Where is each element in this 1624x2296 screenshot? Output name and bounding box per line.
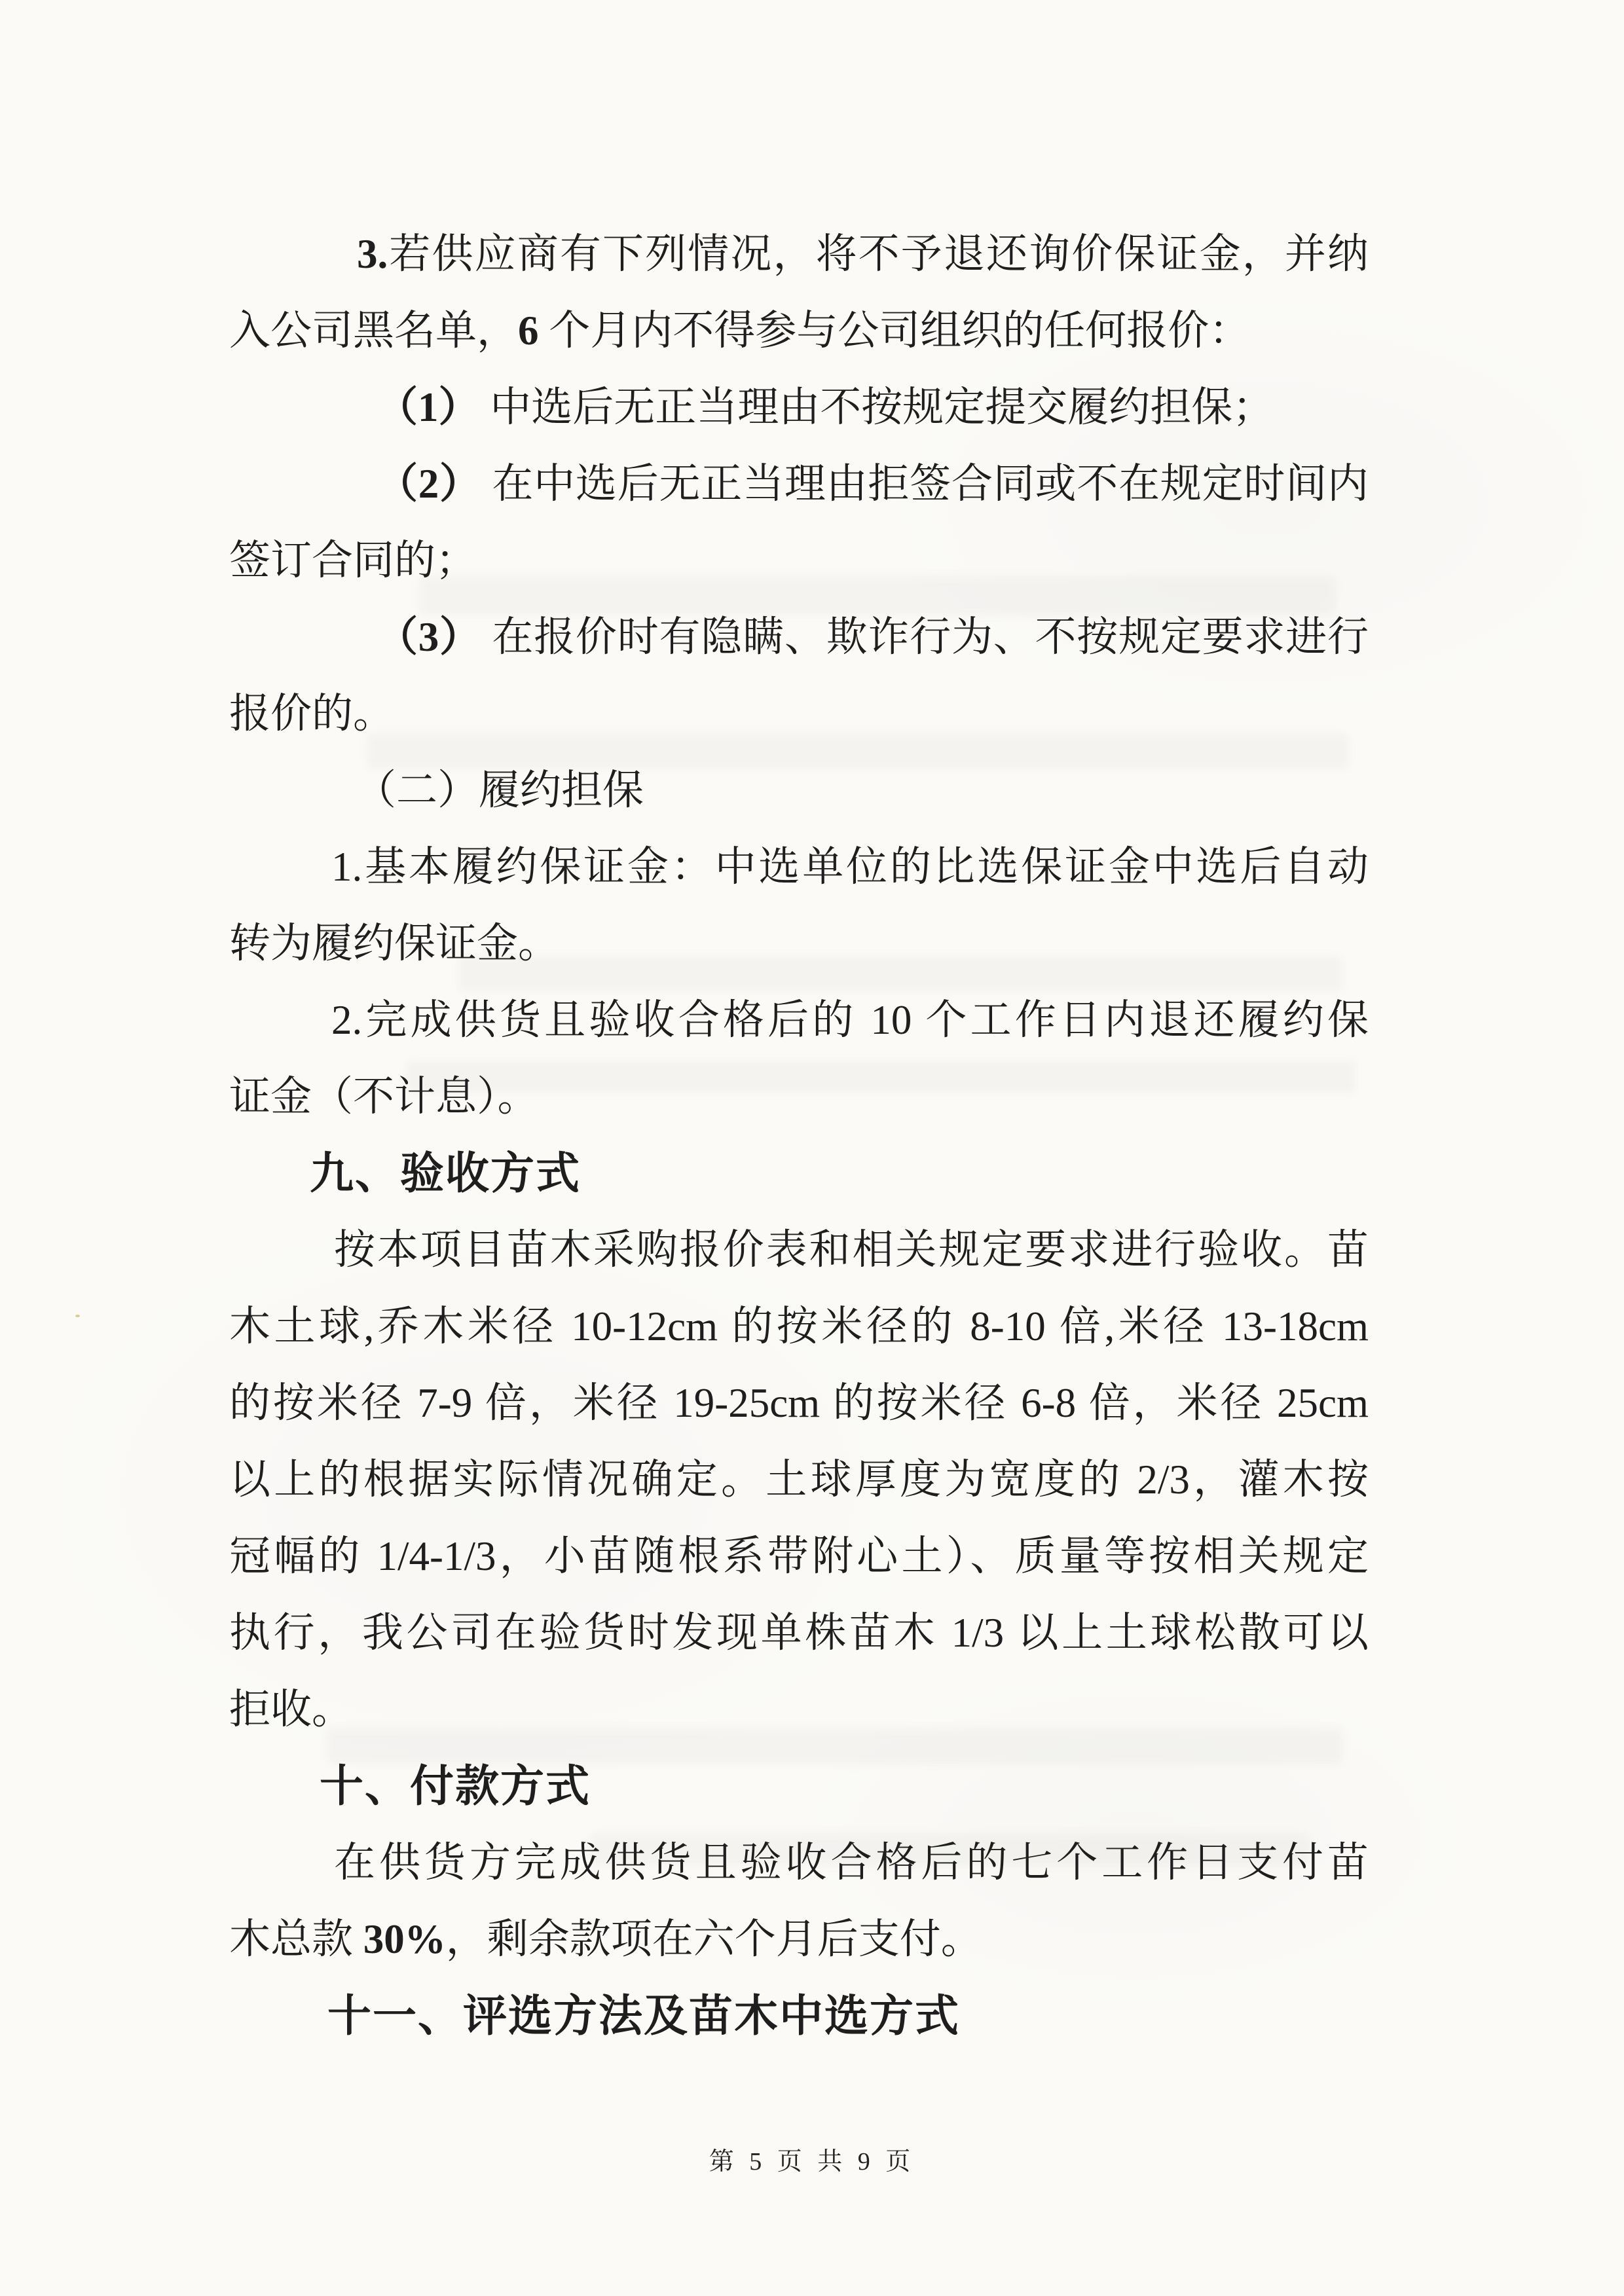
text-segment: 在供货方完成供货且验收合格后的七个工作日支付苗 (334, 1840, 1369, 1886)
text-line (229, 1365, 1369, 1442)
text-segment: 签订合同的； (229, 538, 477, 583)
text-line (229, 446, 1369, 522)
section-heading (229, 1748, 1369, 1825)
text-segment: 转为履约保证金。 (229, 920, 559, 966)
text-segment: 以上的根据实际情况确定。土球厚度为宽度的 2/3，灌木按 (229, 1457, 1369, 1503)
text-line (229, 752, 1369, 829)
text-segment: 30% (363, 1916, 446, 1962)
text-line (229, 829, 1369, 905)
text-segment: （1） (377, 384, 480, 430)
text-segment: 在报价时有隐瞒、欺诈行为、不按规定要求进行 (481, 614, 1369, 660)
text-line (229, 1825, 1369, 1901)
text-segment: 6 (518, 308, 549, 354)
text-line (229, 982, 1369, 1059)
text-segment: （2） (377, 461, 481, 507)
text-line (229, 1901, 1369, 1978)
text-line (229, 522, 1369, 599)
text-segment: 十、付款方式 (320, 1762, 591, 1811)
text-segment: 木总款 (229, 1916, 363, 1962)
page-footer: 第 5 页 共 9 页 (709, 2148, 915, 2176)
text-segment: ，剩余款项在六个月后支付。 (445, 1916, 982, 1962)
text-line (229, 905, 1369, 982)
text-line (229, 1595, 1369, 1671)
document-body (229, 216, 1369, 2054)
text-line (229, 1518, 1369, 1595)
text-line (229, 599, 1369, 676)
section-heading (229, 1978, 1369, 2054)
text-segment: 1.基本履约保证金：中选单位的比选保证金中选后自动 (331, 844, 1369, 890)
text-line (229, 1288, 1369, 1365)
text-segment: （3） (377, 614, 481, 660)
text-line (229, 676, 1369, 752)
text-segment: （二）履约担保 (355, 767, 644, 813)
scan-speck-artifact (75, 1315, 80, 1317)
text-line (229, 369, 1369, 446)
text-segment: 十一、评选方法及苗木中选方式 (327, 1992, 960, 2041)
text-segment: 个月内不得参与公司组织的任何报价： (549, 308, 1251, 354)
text-line (229, 293, 1369, 369)
text-line (229, 1059, 1369, 1135)
text-segment: 在中选后无正当理由拒签合同或不在规定时间内 (481, 461, 1369, 507)
text-segment: 入公司黑名单， (229, 308, 518, 354)
text-line (229, 1442, 1369, 1518)
text-segment: 2.完成供货且验收合格后的 10 个工作日内退还履约保 (331, 997, 1369, 1043)
text-segment: 若供应商有下列情况，将不予退还询价保证金，并纳 (388, 231, 1369, 277)
text-segment: 按本项目苗木采购报价表和相关规定要求进行验收。苗 (334, 1227, 1369, 1273)
text-line (229, 1212, 1369, 1288)
text-segment: 九、验收方式 (310, 1149, 581, 1198)
text-segment: 拒收。 (229, 1686, 353, 1732)
text-line (229, 1671, 1369, 1748)
text-segment: 3. (357, 231, 388, 277)
section-heading (229, 1135, 1369, 1212)
text-segment: 的按米径 7-9 倍，米径 19-25cm 的按米径 6-8 倍，米径 25cm (229, 1380, 1369, 1426)
text-line (229, 216, 1369, 293)
text-segment: 冠幅的 1/4-1/3，小苗随根系带附心土）、质量等按相关规定 (229, 1533, 1369, 1579)
text-segment: 执行，我公司在验货时发现单株苗木 1/3 以上土球松散可以 (229, 1610, 1369, 1656)
text-segment: 木土球,乔木米径 10-12cm 的按米径的 8-10 倍,米径 13-18cm (229, 1303, 1369, 1349)
text-segment: 证金（不计息）。 (229, 1074, 539, 1120)
text-segment: 中选后无正当理由不按规定提交履约担保； (479, 384, 1274, 430)
text-segment: 报价的。 (229, 691, 394, 737)
